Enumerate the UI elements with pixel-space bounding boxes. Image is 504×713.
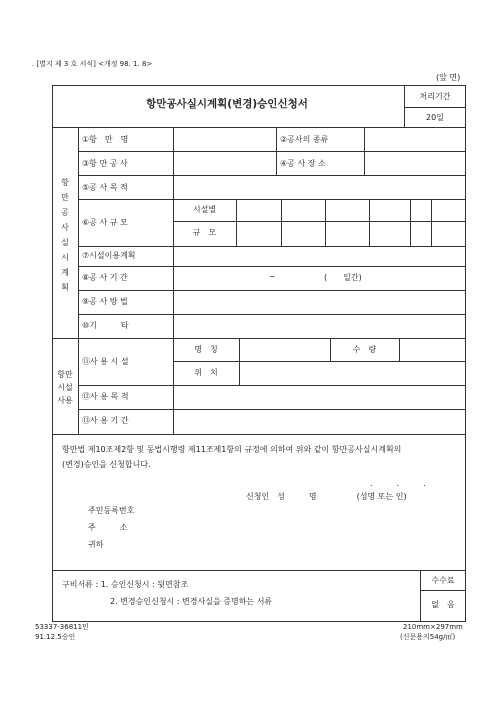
page-side-label: (앞 면): [436, 73, 461, 82]
facility-type-label: 시설별: [192, 205, 217, 214]
form-title: 항만공사실시계획(변경)승인신청서: [146, 98, 308, 110]
processing-period-value: 20일: [426, 113, 444, 122]
work-type-label: ②공사의 종류: [280, 135, 329, 144]
attachments-line-1: 구비서류 : 1. 승인신청시 : 뒷면참조: [62, 580, 189, 589]
period-days: ( 일간): [324, 273, 362, 282]
work-purpose-label: ⑤공 사 목 적: [82, 183, 128, 192]
use-purpose-field[interactable]: [174, 386, 465, 408]
facility-use-plan-label: ⑦시설이용계획: [82, 251, 136, 260]
other-label: ⑩기 타: [82, 321, 129, 330]
work-site-field[interactable]: [365, 152, 465, 174]
scale-label: 규 모: [192, 228, 217, 237]
facility-name-label: 명 칭: [194, 345, 218, 354]
form-code: 53337-36811민: [35, 623, 89, 631]
port-work-field[interactable]: [174, 152, 275, 174]
port-name-label: ①항 만 명: [82, 135, 129, 144]
paper-type: (신문용지54g/㎡): [400, 633, 456, 641]
recipient-label: 귀하: [88, 540, 104, 549]
quantity-field[interactable]: [400, 339, 465, 360]
section2-label: 항만 시설 사용: [57, 370, 73, 405]
port-work-label: ③항 만 공 사: [82, 159, 128, 168]
address-label: 주 소: [88, 523, 128, 532]
processing-period-label: 처리기간: [419, 92, 451, 101]
period-tilde: ~: [269, 272, 276, 281]
application-date: . . .: [370, 479, 426, 488]
use-period-label: ⑬사 용 기 간: [82, 416, 129, 425]
work-period-label: ⑧공 사 기 간: [82, 273, 128, 282]
fee-value: 없 음: [431, 600, 455, 609]
work-scale-label: ⑥공 사 규 모: [82, 218, 128, 227]
work-method-field[interactable]: [174, 291, 465, 313]
facility-use-plan-field[interactable]: [174, 247, 465, 265]
facility-name-field[interactable]: [240, 339, 329, 360]
applicant-line: 신청인 성 명 (성명 또는 인): [246, 492, 407, 501]
approval-date: 91.12.5승인: [35, 633, 76, 641]
work-purpose-field[interactable]: [174, 176, 465, 198]
paper-size: 210mm×297mm: [403, 623, 463, 631]
work-site-label: ④공 사 장 소: [280, 159, 326, 168]
location-field[interactable]: [240, 362, 465, 384]
use-purpose-label: ⑫사 용 목 적: [82, 392, 129, 401]
statement-line-2: (변경)승인을 신청합니다.: [62, 460, 151, 469]
used-facility-label: ⑪사 용 시 설: [82, 357, 129, 366]
form-number-note: . [별지 제 3 호 서식] <개정 98. 1. 8>: [32, 60, 153, 68]
quantity-label: 수 량: [352, 345, 377, 354]
resident-number-label: 주민등록번호: [88, 506, 135, 515]
use-period-field[interactable]: [174, 410, 465, 433]
attachments-line-2: 2. 변경승인신청시 : 변경사실을 증명하는 서류: [110, 597, 273, 606]
location-label: 위 치: [194, 368, 218, 377]
fee-label: 수수료: [431, 576, 455, 585]
other-field[interactable]: [174, 315, 465, 337]
port-name-field[interactable]: [174, 128, 275, 150]
work-method-label: ⑨공 사 방 법: [82, 297, 128, 306]
statement-line-1: 항만법 제10조제2항 및 동법시행령 제11조제1항의 규정에 의하여 위와 같이 항만공사실시계획의: [62, 445, 402, 454]
work-type-field[interactable]: [365, 128, 465, 150]
